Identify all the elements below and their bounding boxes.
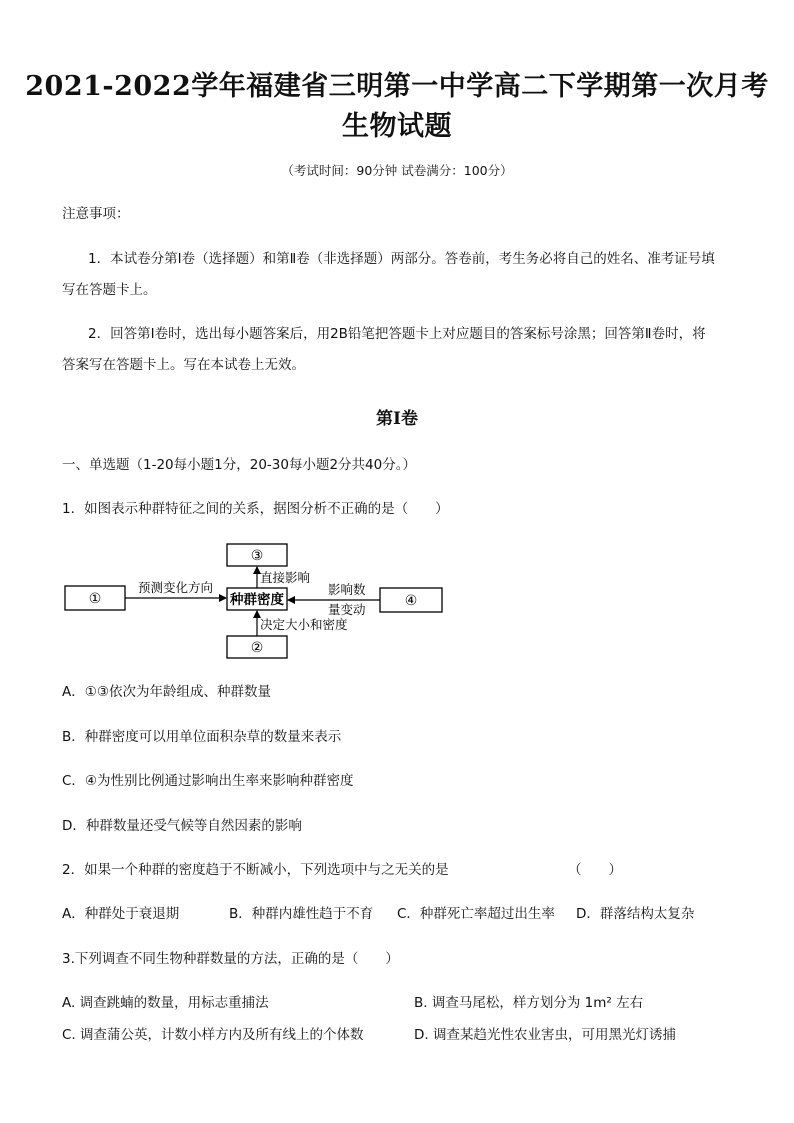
arrow-right-label-2: 量变动 [328, 602, 366, 617]
population-characteristics-diagram [60, 536, 450, 666]
note-item1-line2: 写在答题卡上。 [62, 282, 157, 298]
q2-option-b: B．种群内雄性趋于不育 [229, 906, 374, 922]
q2-answer-paren: （ ） [568, 862, 622, 878]
q3-option-b: B. 调查马尾松，样方划分为 1m² 左右 [414, 995, 644, 1011]
note-item2-line1: 2．回答第Ⅰ卷时，选出每小题答案后，用2B铅笔把答题卡上对应题目的答案标号涂黑；回答第Ⅱ卷时，将 [88, 326, 706, 342]
q1-stem: 1．如图表示种群特征之间的关系，据图分析不正确的是（ ） [62, 501, 449, 517]
arrow-left-label: 预测变化方向 [138, 580, 214, 595]
q2-option-a: A．种群处于衰退期 [62, 906, 180, 922]
q1-option-a: A．①③依次为年龄组成、种群数量 [62, 684, 271, 700]
box-4-label: ④ [404, 593, 418, 609]
q3-option-a: A. 调查跳蝻的数量，用标志重捕法 [62, 995, 269, 1011]
note-item2-line2: 答案写在答题卡上。写在本试卷上无效。 [62, 357, 305, 373]
arrow-top-label: 直接影响 [260, 570, 311, 585]
exam-info: （考试时间：90分钟 试卷满分：100分） [281, 163, 513, 178]
box-3-label: ③ [250, 548, 264, 564]
q1-option-c: C．④为性别比例通过影响出生率来影响种群密度 [62, 773, 354, 789]
arrow-bottom-label: 决定大小和密度 [260, 617, 348, 632]
notes-heading: 注意事项： [62, 206, 130, 222]
q3-option-c: C. 调查蒲公英，计数小样方内及所有线上的个体数 [62, 1027, 364, 1043]
q1-option-d: D．种群数量还受气候等自然因素的影响 [62, 818, 302, 834]
box-2-label: ② [250, 640, 264, 656]
exam-title-line2: 生物试题 [342, 111, 452, 142]
q2-option-c: C．种群死亡率超过出生率 [397, 906, 555, 922]
q3-option-d: D. 调查某趋光性农业害虫，可用黑光灯诱捕 [414, 1027, 676, 1043]
q1-option-b: B．种群密度可以用单位面积杂草的数量来表示 [62, 729, 342, 745]
population-density-label: 种群密度 [230, 592, 284, 608]
note-item1-line1: 1．本试卷分第Ⅰ卷（选择题）和第Ⅱ卷（非选择题）两部分。答卷前，考生务必将自己的姓名、准考证号填 [88, 251, 715, 267]
part-heading: 一、单选题（1-20每小题1分，20-30每小题2分共40分。） [62, 457, 416, 473]
box-1-label: ① [88, 591, 102, 607]
section-title: 第Ⅰ卷 [376, 409, 418, 429]
q2-stem: 2．如果一个种群的密度趋于不断减小，下列选项中与之无关的是 [62, 862, 449, 878]
q2-option-d: D．群落结构太复杂 [576, 906, 695, 922]
q3-stem: 3.下列调查不同生物种群数量的方法，正确的是（ ） [62, 951, 399, 967]
arrow-right-label-1: 影响数 [328, 582, 366, 597]
exam-title-line1: 2021-2022学年福建省三明第一中学高二下学期第一次月考 [25, 71, 769, 102]
